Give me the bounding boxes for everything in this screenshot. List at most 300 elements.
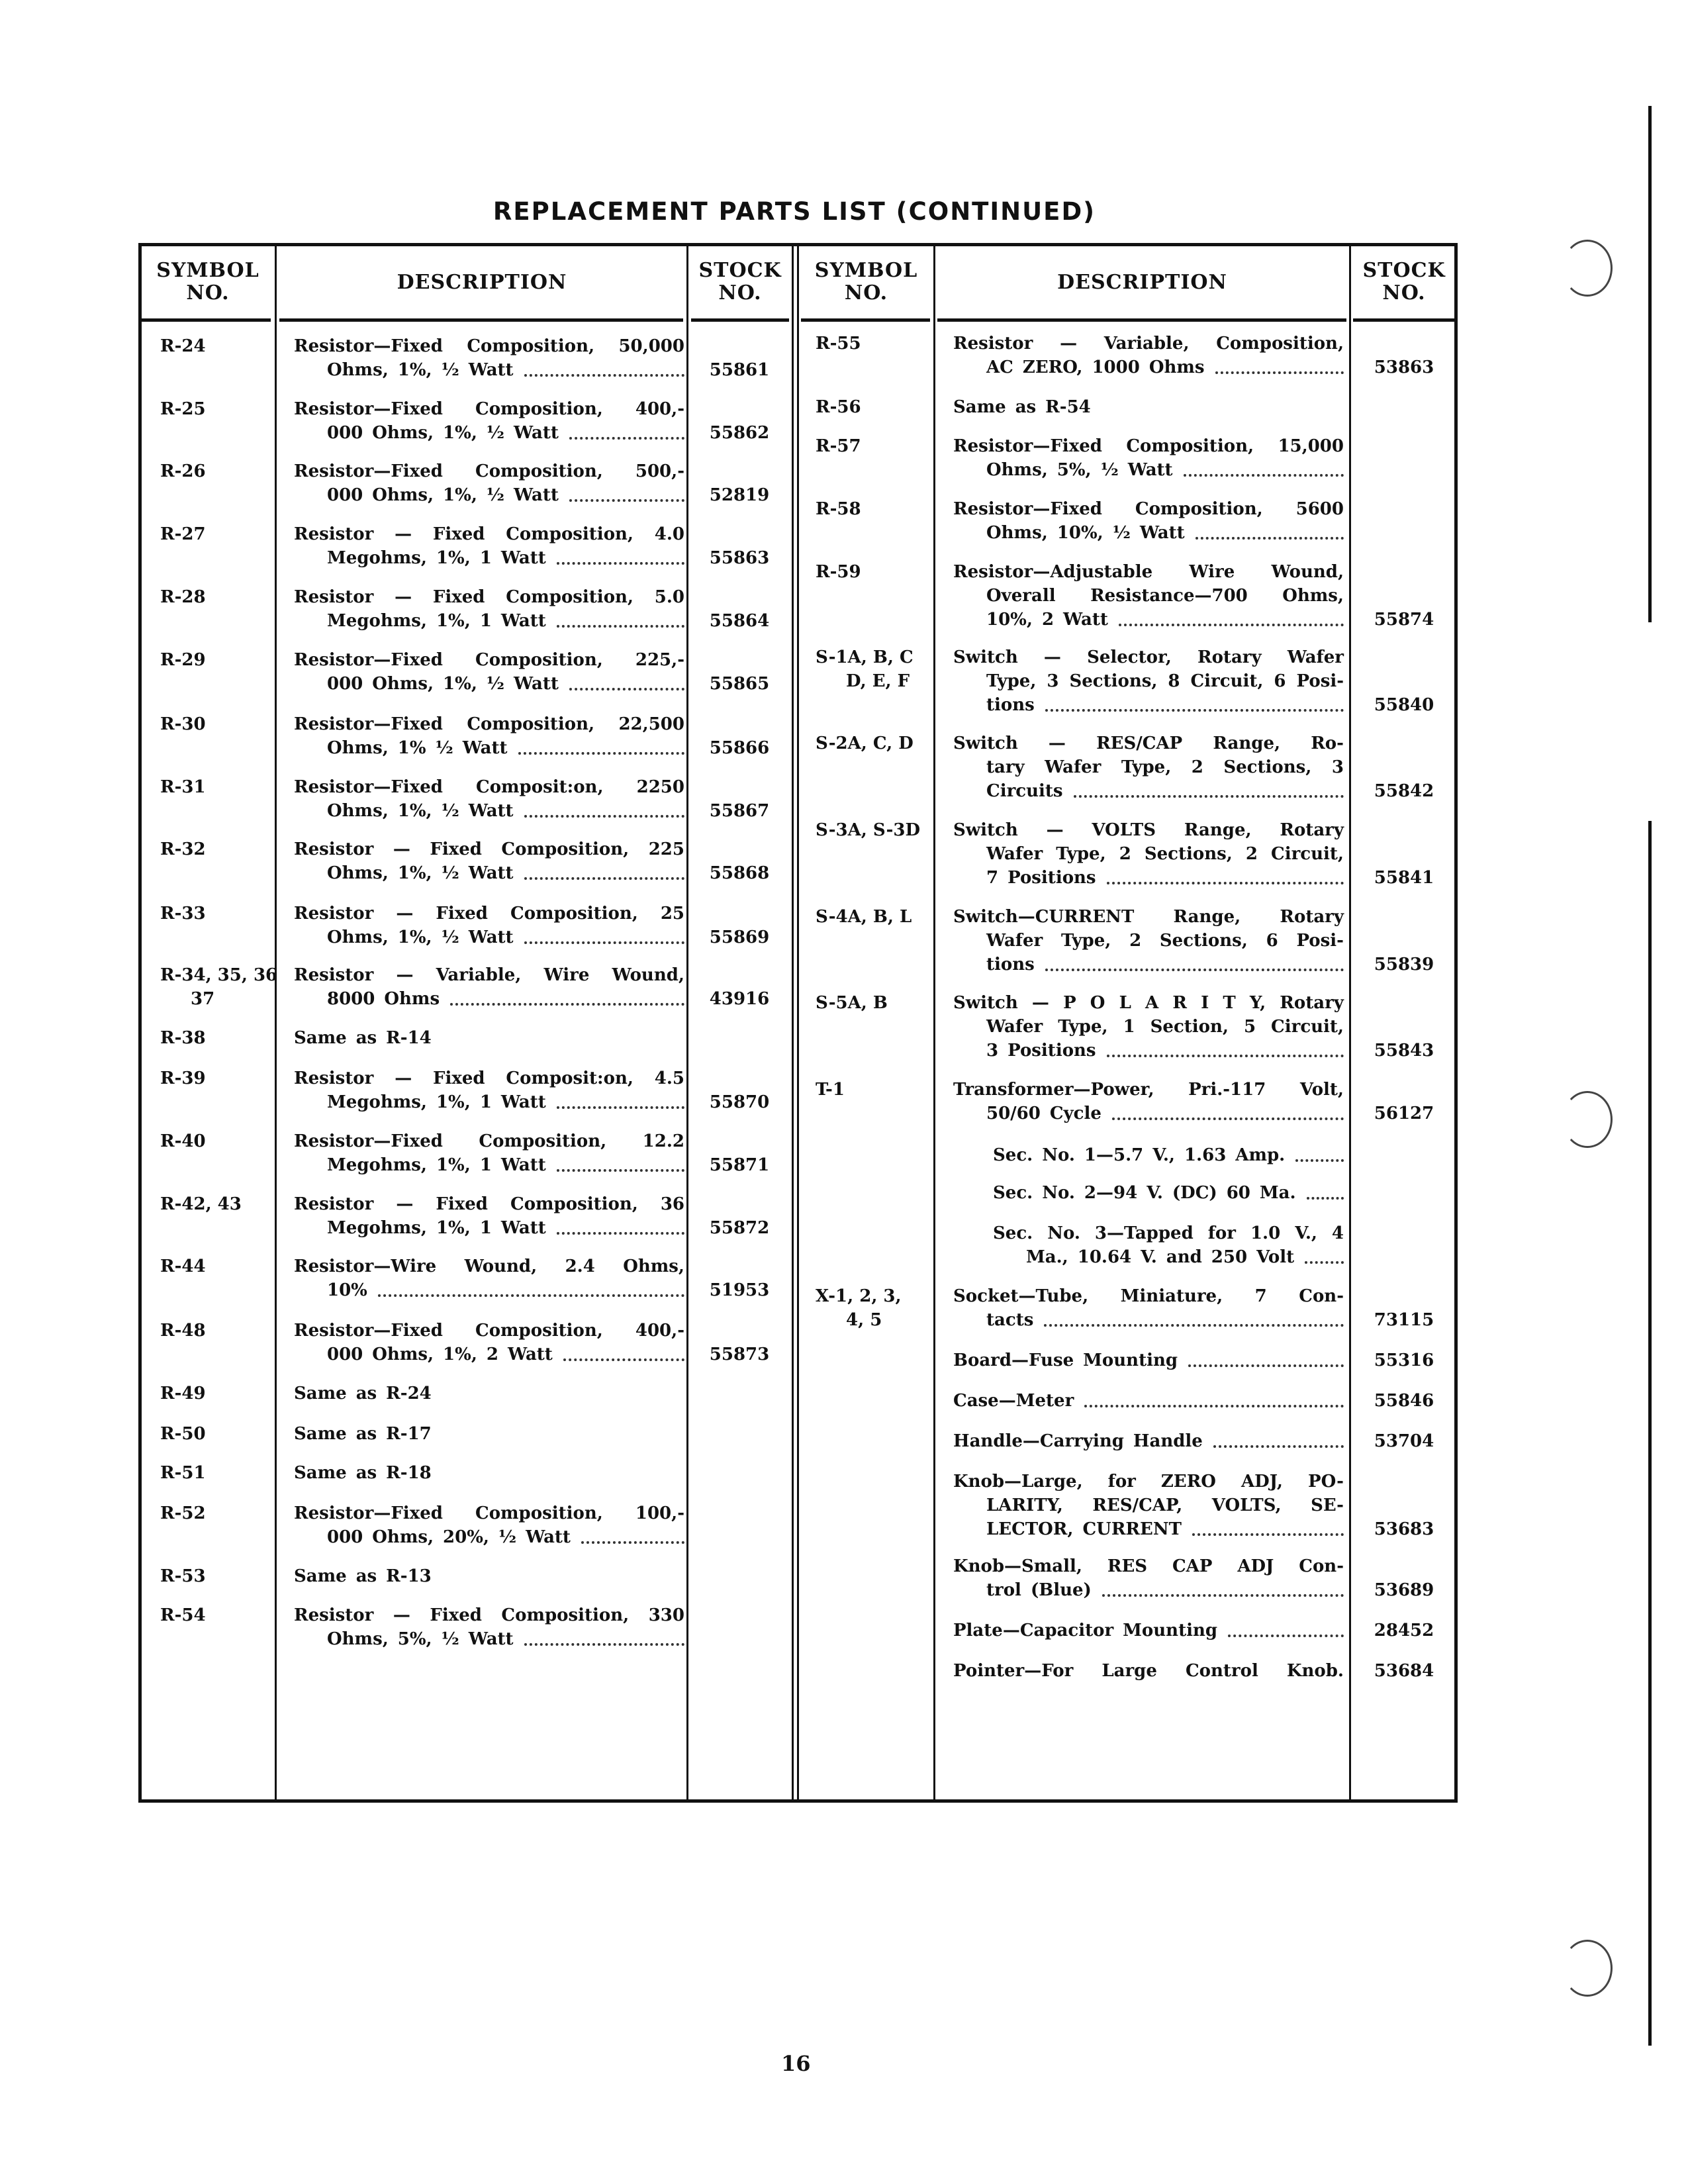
word: Ohms bbox=[1149, 357, 1205, 377]
symbol-line: 37 bbox=[191, 989, 215, 1009]
column-divider bbox=[275, 243, 277, 1803]
stock-number: 28452 bbox=[1374, 1621, 1434, 1640]
symbol-line: R-28 bbox=[160, 587, 206, 607]
header-rule bbox=[801, 318, 930, 322]
description-line bbox=[986, 458, 1344, 482]
word: ADJ, bbox=[1241, 1472, 1283, 1492]
word: 2—94 bbox=[1084, 1183, 1138, 1203]
dot-leader bbox=[557, 609, 684, 628]
description-cell bbox=[993, 1221, 1344, 1269]
dot-leader bbox=[557, 1153, 684, 1172]
stock-number: 43916 bbox=[709, 989, 770, 1009]
description-line bbox=[294, 522, 684, 546]
description-line bbox=[953, 560, 1344, 584]
dot-leader bbox=[1102, 1578, 1344, 1597]
stock-number: 55873 bbox=[709, 1345, 770, 1364]
description-cell bbox=[294, 459, 684, 507]
word: Same bbox=[294, 1424, 347, 1444]
word: Fixed bbox=[430, 1605, 482, 1625]
word: 1 bbox=[479, 1218, 492, 1238]
word: Megohms, bbox=[327, 1218, 427, 1238]
dot-leader bbox=[1228, 1619, 1344, 1637]
word: Resistor—Fixed bbox=[294, 650, 443, 670]
stock-number: 55869 bbox=[709, 927, 770, 947]
word: Type, bbox=[1056, 844, 1106, 864]
word: Variable, bbox=[436, 965, 522, 985]
symbol-line: R-38 bbox=[160, 1028, 206, 1048]
word: Composition, bbox=[510, 1194, 638, 1214]
word: Switch bbox=[953, 993, 1018, 1013]
dot-leader bbox=[524, 358, 684, 377]
word: Composition, bbox=[501, 839, 630, 859]
description-cell bbox=[294, 1382, 684, 1405]
description-line bbox=[986, 755, 1344, 779]
description-cell bbox=[953, 560, 1344, 632]
word: as bbox=[355, 1566, 377, 1586]
word: Ohms bbox=[384, 989, 440, 1009]
word: 10.64 bbox=[1077, 1247, 1132, 1267]
word: 2 bbox=[1041, 610, 1055, 630]
symbol-line: R-27 bbox=[160, 524, 206, 544]
word: R-54 bbox=[1045, 397, 1091, 417]
word: Ohms, bbox=[1282, 586, 1344, 606]
word: Ohms, bbox=[372, 674, 434, 694]
word: Resistor bbox=[294, 1068, 374, 1088]
symbol-cell bbox=[816, 905, 912, 929]
word: Switch bbox=[953, 820, 1018, 840]
word: 330 bbox=[648, 1605, 684, 1625]
stock-number: 52819 bbox=[709, 485, 770, 505]
word: Wafer bbox=[1045, 757, 1102, 777]
description-cell bbox=[294, 1564, 684, 1588]
word: — bbox=[1048, 734, 1066, 753]
description-cell bbox=[953, 1619, 1344, 1642]
word: for bbox=[1207, 1223, 1236, 1243]
word: 2 bbox=[1245, 844, 1258, 864]
description-line bbox=[294, 1255, 684, 1278]
word: Ohms, bbox=[372, 1345, 434, 1364]
symbol-line: S-3A, S-3D bbox=[816, 820, 921, 840]
word: Resistor bbox=[294, 1605, 374, 1625]
word: R-14 bbox=[386, 1028, 432, 1048]
page-title: REPLACEMENT PARTS LIST (CONTINUED) bbox=[492, 197, 1096, 226]
description-line bbox=[953, 905, 1344, 929]
word: Ma., bbox=[1026, 1247, 1068, 1267]
word: as bbox=[355, 1424, 377, 1444]
stock-number: 53684 bbox=[1374, 1661, 1434, 1681]
symbol-cell bbox=[160, 459, 206, 483]
symbol-line: R-56 bbox=[816, 397, 861, 417]
word: 8000 bbox=[327, 989, 375, 1009]
word: RES/CAP bbox=[1096, 734, 1183, 753]
word: Resistor—Fixed bbox=[294, 1321, 443, 1341]
word: Type, bbox=[1058, 1017, 1108, 1037]
word: Ohms, bbox=[623, 1257, 684, 1276]
description-line bbox=[294, 775, 684, 799]
word: 1%, bbox=[436, 611, 471, 631]
word: — bbox=[393, 839, 410, 859]
symbol-line: R-52 bbox=[160, 1503, 206, 1523]
word: Composit:on, bbox=[506, 1068, 633, 1088]
symbol-line: R-59 bbox=[816, 562, 861, 582]
word: 1 bbox=[479, 1092, 492, 1112]
word: 10% bbox=[327, 1280, 367, 1300]
description-line bbox=[294, 963, 684, 987]
symbol-cell bbox=[160, 1382, 206, 1405]
symbol-line: 4, 5 bbox=[846, 1310, 882, 1330]
description-line bbox=[294, 1422, 684, 1446]
word: 5600 bbox=[1295, 499, 1344, 519]
description-line bbox=[327, 1090, 684, 1114]
symbol-cell bbox=[160, 522, 206, 546]
stock-number: 51953 bbox=[709, 1280, 770, 1300]
word: Watt bbox=[500, 1155, 546, 1175]
word: Ohms, bbox=[372, 423, 434, 443]
word: 4.0 bbox=[654, 524, 684, 544]
description-line bbox=[294, 1067, 684, 1090]
word: 1%, bbox=[436, 1218, 471, 1238]
word: Knob—Small, bbox=[953, 1556, 1082, 1576]
word: Composition, bbox=[479, 1131, 607, 1151]
stock-number: 73115 bbox=[1374, 1310, 1434, 1330]
word: LECTOR, bbox=[986, 1519, 1074, 1539]
description-cell bbox=[953, 497, 1344, 545]
word: 000 bbox=[327, 423, 363, 443]
word: Resistor—Fixed bbox=[294, 336, 443, 356]
word: Handle bbox=[1133, 1431, 1203, 1451]
description-line bbox=[953, 991, 1344, 1015]
word: T bbox=[1223, 993, 1236, 1013]
word: PO- bbox=[1308, 1472, 1344, 1492]
word: Composition, bbox=[1126, 436, 1254, 456]
word: Megohms, bbox=[327, 1092, 427, 1112]
description-line bbox=[327, 926, 684, 949]
symbol-cell bbox=[160, 712, 206, 736]
word: Composition, bbox=[467, 336, 595, 356]
description-line bbox=[986, 1102, 1344, 1125]
stock-number: 55862 bbox=[709, 423, 770, 443]
word: 1 bbox=[479, 611, 492, 631]
word: Fixed bbox=[436, 1194, 488, 1214]
word: Range, bbox=[1213, 734, 1281, 753]
symbol-line: R-54 bbox=[160, 1605, 206, 1625]
description-cell bbox=[953, 645, 1344, 717]
header-symbol-right bbox=[799, 260, 933, 305]
word: Megohms, bbox=[327, 1155, 427, 1175]
word: 1 bbox=[479, 548, 492, 568]
dot-leader bbox=[1074, 779, 1344, 798]
word: RES/CAP, bbox=[1092, 1496, 1183, 1515]
word: 1%, bbox=[443, 485, 477, 505]
word: Type, bbox=[1121, 757, 1172, 777]
word: Watt bbox=[1063, 610, 1108, 630]
word: V., bbox=[1295, 1223, 1317, 1243]
word: 225,- bbox=[635, 650, 684, 670]
symbol-line: R-42, 43 bbox=[160, 1194, 242, 1214]
description-line bbox=[294, 712, 684, 736]
word: Wafer bbox=[986, 931, 1043, 951]
description-cell bbox=[294, 522, 684, 570]
word: — bbox=[396, 1194, 414, 1214]
description-line bbox=[953, 1284, 1344, 1308]
header-description-right: DESCRIPTION bbox=[1057, 271, 1227, 294]
symbol-cell bbox=[160, 397, 206, 421]
symbol-line: R-34, 35, 36 bbox=[160, 965, 278, 985]
symbol-cell bbox=[160, 1501, 206, 1525]
dot-leader bbox=[1305, 1245, 1344, 1264]
word: Resistor—Fixed bbox=[953, 436, 1102, 456]
word: Ohms, bbox=[327, 360, 389, 380]
word: Watt bbox=[514, 485, 559, 505]
dot-leader bbox=[1045, 693, 1344, 712]
word: Fixed bbox=[436, 904, 488, 924]
symbol-cell bbox=[160, 775, 206, 799]
word: P bbox=[1063, 993, 1076, 1013]
stock-number: 53704 bbox=[1374, 1431, 1434, 1451]
symbol-line: R-48 bbox=[160, 1321, 206, 1341]
symbol-line: R-32 bbox=[160, 839, 206, 859]
stock-number: 55872 bbox=[709, 1218, 770, 1238]
word: 7 bbox=[986, 868, 999, 888]
description-line bbox=[294, 1192, 684, 1216]
description-line bbox=[294, 1382, 684, 1405]
header-symbol-left bbox=[142, 260, 274, 305]
word: tary bbox=[986, 757, 1025, 777]
description-cell bbox=[294, 1603, 684, 1651]
word: for bbox=[1107, 1472, 1136, 1492]
word: ½ bbox=[441, 863, 459, 883]
description-line bbox=[953, 1429, 1344, 1453]
word: 60 bbox=[1226, 1183, 1250, 1203]
column-divider bbox=[1349, 243, 1351, 1803]
header-stock-left bbox=[688, 260, 792, 305]
word: Watt bbox=[1127, 460, 1173, 480]
word: 4 bbox=[1331, 1223, 1344, 1243]
description-line bbox=[953, 395, 1344, 419]
description-cell bbox=[953, 818, 1344, 890]
header-rule bbox=[279, 318, 683, 322]
word: Cycle bbox=[1049, 1104, 1102, 1123]
word: Composition, bbox=[475, 650, 603, 670]
word: — bbox=[396, 904, 414, 924]
description-cell bbox=[993, 1143, 1344, 1167]
stock-number: 53863 bbox=[1374, 357, 1434, 377]
symbol-cell bbox=[160, 1603, 206, 1627]
stock-number: 55864 bbox=[709, 611, 770, 631]
word: Ohms, bbox=[327, 801, 389, 821]
word: ½ bbox=[441, 360, 459, 380]
word: as bbox=[355, 1463, 377, 1483]
dot-leader bbox=[1044, 1308, 1344, 1327]
dot-leader bbox=[524, 1627, 684, 1646]
description-cell bbox=[953, 434, 1344, 482]
word: R-24 bbox=[386, 1384, 432, 1403]
word: LARITY, bbox=[986, 1496, 1063, 1515]
description-cell bbox=[294, 585, 684, 633]
word: Watt bbox=[500, 611, 546, 631]
symbol-line: R-40 bbox=[160, 1131, 206, 1151]
description-line bbox=[986, 584, 1344, 608]
symbol-line: R-29 bbox=[160, 650, 206, 670]
symbol-cell bbox=[816, 818, 920, 842]
description-line bbox=[993, 1181, 1344, 1205]
dot-leader bbox=[581, 1525, 684, 1544]
symbol-cell bbox=[816, 1078, 845, 1102]
description-line bbox=[294, 1319, 684, 1343]
header-stock-line: STOCK bbox=[698, 259, 782, 282]
description-line bbox=[294, 1129, 684, 1153]
word: Watt bbox=[500, 1218, 546, 1238]
header-rule bbox=[691, 318, 789, 322]
word: 000 bbox=[327, 1345, 363, 1364]
word: 5%, bbox=[1056, 460, 1092, 480]
word: Sections, bbox=[1069, 671, 1158, 691]
word: Mounting bbox=[1123, 1621, 1218, 1640]
dot-leader bbox=[569, 421, 684, 440]
symbol-cell bbox=[816, 332, 861, 356]
word: 10%, bbox=[986, 610, 1033, 630]
symbol-cell bbox=[160, 648, 206, 672]
word: Ohms, bbox=[372, 485, 434, 505]
word: Rotary bbox=[1280, 907, 1344, 927]
word: Ohms, bbox=[986, 460, 1048, 480]
word: 2.4 bbox=[565, 1257, 595, 1276]
dot-leader bbox=[557, 1090, 684, 1109]
symbol-line: R-49 bbox=[160, 1384, 206, 1403]
description-line bbox=[953, 818, 1344, 842]
description-line bbox=[327, 736, 684, 760]
symbol-line: T-1 bbox=[816, 1080, 845, 1100]
word: Mounting bbox=[1083, 1351, 1178, 1370]
symbol-cell bbox=[816, 434, 861, 458]
word: Pointer—For bbox=[953, 1661, 1074, 1681]
dot-leader bbox=[1107, 1039, 1344, 1057]
word: Ro- bbox=[1311, 734, 1344, 753]
symbol-line: S-4A, B, L bbox=[816, 907, 912, 927]
word: Fixed bbox=[433, 1068, 485, 1088]
word: Composition, bbox=[1135, 499, 1263, 519]
symbol-line: R-33 bbox=[160, 904, 206, 924]
word: Wafer bbox=[986, 844, 1043, 864]
header-symbol-line: SYMBOL bbox=[814, 259, 918, 282]
description-cell bbox=[294, 1461, 684, 1485]
word: ½ bbox=[486, 423, 505, 443]
description-line bbox=[953, 1078, 1344, 1102]
column-divider bbox=[933, 243, 935, 1803]
word: Y, bbox=[1249, 993, 1266, 1013]
word: 1%, bbox=[397, 360, 432, 380]
word: 000 bbox=[327, 1527, 363, 1547]
word: tions bbox=[986, 695, 1035, 715]
word: Watt bbox=[500, 548, 546, 568]
word: Watt bbox=[514, 674, 559, 694]
word: Composition, bbox=[475, 1321, 603, 1341]
word: Wound, bbox=[1271, 562, 1344, 582]
word: 2250 bbox=[636, 777, 684, 797]
word: Switch bbox=[953, 734, 1018, 753]
description-cell bbox=[294, 712, 684, 760]
word: Watt bbox=[526, 1527, 571, 1547]
symbol-line: R-31 bbox=[160, 777, 206, 797]
symbol-cell bbox=[816, 732, 914, 755]
description-line bbox=[327, 1627, 684, 1651]
word: tions bbox=[986, 955, 1035, 974]
dot-leader bbox=[524, 861, 684, 880]
word: 1%, bbox=[397, 863, 432, 883]
word: Watt bbox=[1139, 523, 1185, 543]
description-line bbox=[986, 779, 1344, 803]
word: — bbox=[1060, 334, 1078, 354]
symbol-cell bbox=[160, 1319, 206, 1343]
stock-number: 55866 bbox=[709, 738, 770, 758]
description-line bbox=[327, 358, 684, 382]
description-line bbox=[953, 497, 1344, 521]
word: Watt bbox=[468, 801, 514, 821]
description-cell bbox=[953, 991, 1344, 1063]
word: — bbox=[395, 587, 412, 607]
description-cell bbox=[294, 1067, 684, 1114]
description-cell bbox=[953, 1470, 1344, 1541]
word: 10%, bbox=[1056, 523, 1103, 543]
dot-leader bbox=[1184, 458, 1344, 477]
word: Con- bbox=[1299, 1286, 1344, 1306]
word: A bbox=[1145, 993, 1159, 1013]
description-line bbox=[953, 1349, 1344, 1372]
symbol-cell bbox=[160, 585, 206, 609]
symbol-line: R-57 bbox=[816, 436, 861, 456]
header-stock-line: NO. bbox=[718, 281, 762, 305]
word: 250 bbox=[1211, 1247, 1248, 1267]
word: Wound, bbox=[464, 1257, 538, 1276]
description-cell bbox=[294, 648, 684, 696]
description-line bbox=[986, 1308, 1344, 1332]
stock-number: 55846 bbox=[1374, 1391, 1434, 1411]
word: 1%, bbox=[397, 927, 432, 947]
word: ½ bbox=[1112, 523, 1131, 543]
word: Transformer—Power, bbox=[953, 1080, 1154, 1100]
word: Switch—CURRENT bbox=[953, 907, 1135, 927]
word: Watt bbox=[468, 863, 514, 883]
word: Wire bbox=[1189, 562, 1235, 582]
word: ADJ bbox=[1237, 1556, 1274, 1576]
description-line bbox=[294, 585, 684, 609]
description-cell bbox=[953, 1284, 1344, 1332]
description-line bbox=[953, 732, 1344, 755]
word: Resistor bbox=[294, 524, 374, 544]
description-line bbox=[294, 1564, 684, 1588]
word: — bbox=[1046, 820, 1064, 840]
word: Rotary bbox=[1280, 820, 1344, 840]
word: Board—Fuse bbox=[953, 1351, 1074, 1370]
word: 50/60 bbox=[986, 1104, 1041, 1123]
word: Watt bbox=[514, 423, 559, 443]
description-line bbox=[986, 669, 1344, 693]
word: 2 bbox=[1119, 844, 1131, 864]
dot-leader bbox=[524, 926, 684, 944]
word: Rotary bbox=[1280, 993, 1344, 1013]
page-number: 16 bbox=[781, 2051, 811, 2076]
dot-leader bbox=[1084, 1389, 1344, 1407]
dot-leader bbox=[450, 987, 684, 1006]
dot-leader bbox=[557, 1216, 684, 1235]
symbol-cell bbox=[160, 1067, 206, 1090]
description-line bbox=[953, 1554, 1344, 1578]
word: Rotary bbox=[1197, 647, 1262, 667]
symbol-cell bbox=[160, 837, 206, 861]
word: ½ bbox=[1100, 460, 1119, 480]
word: 1%, bbox=[443, 674, 477, 694]
word: 1%, bbox=[436, 1092, 471, 1112]
